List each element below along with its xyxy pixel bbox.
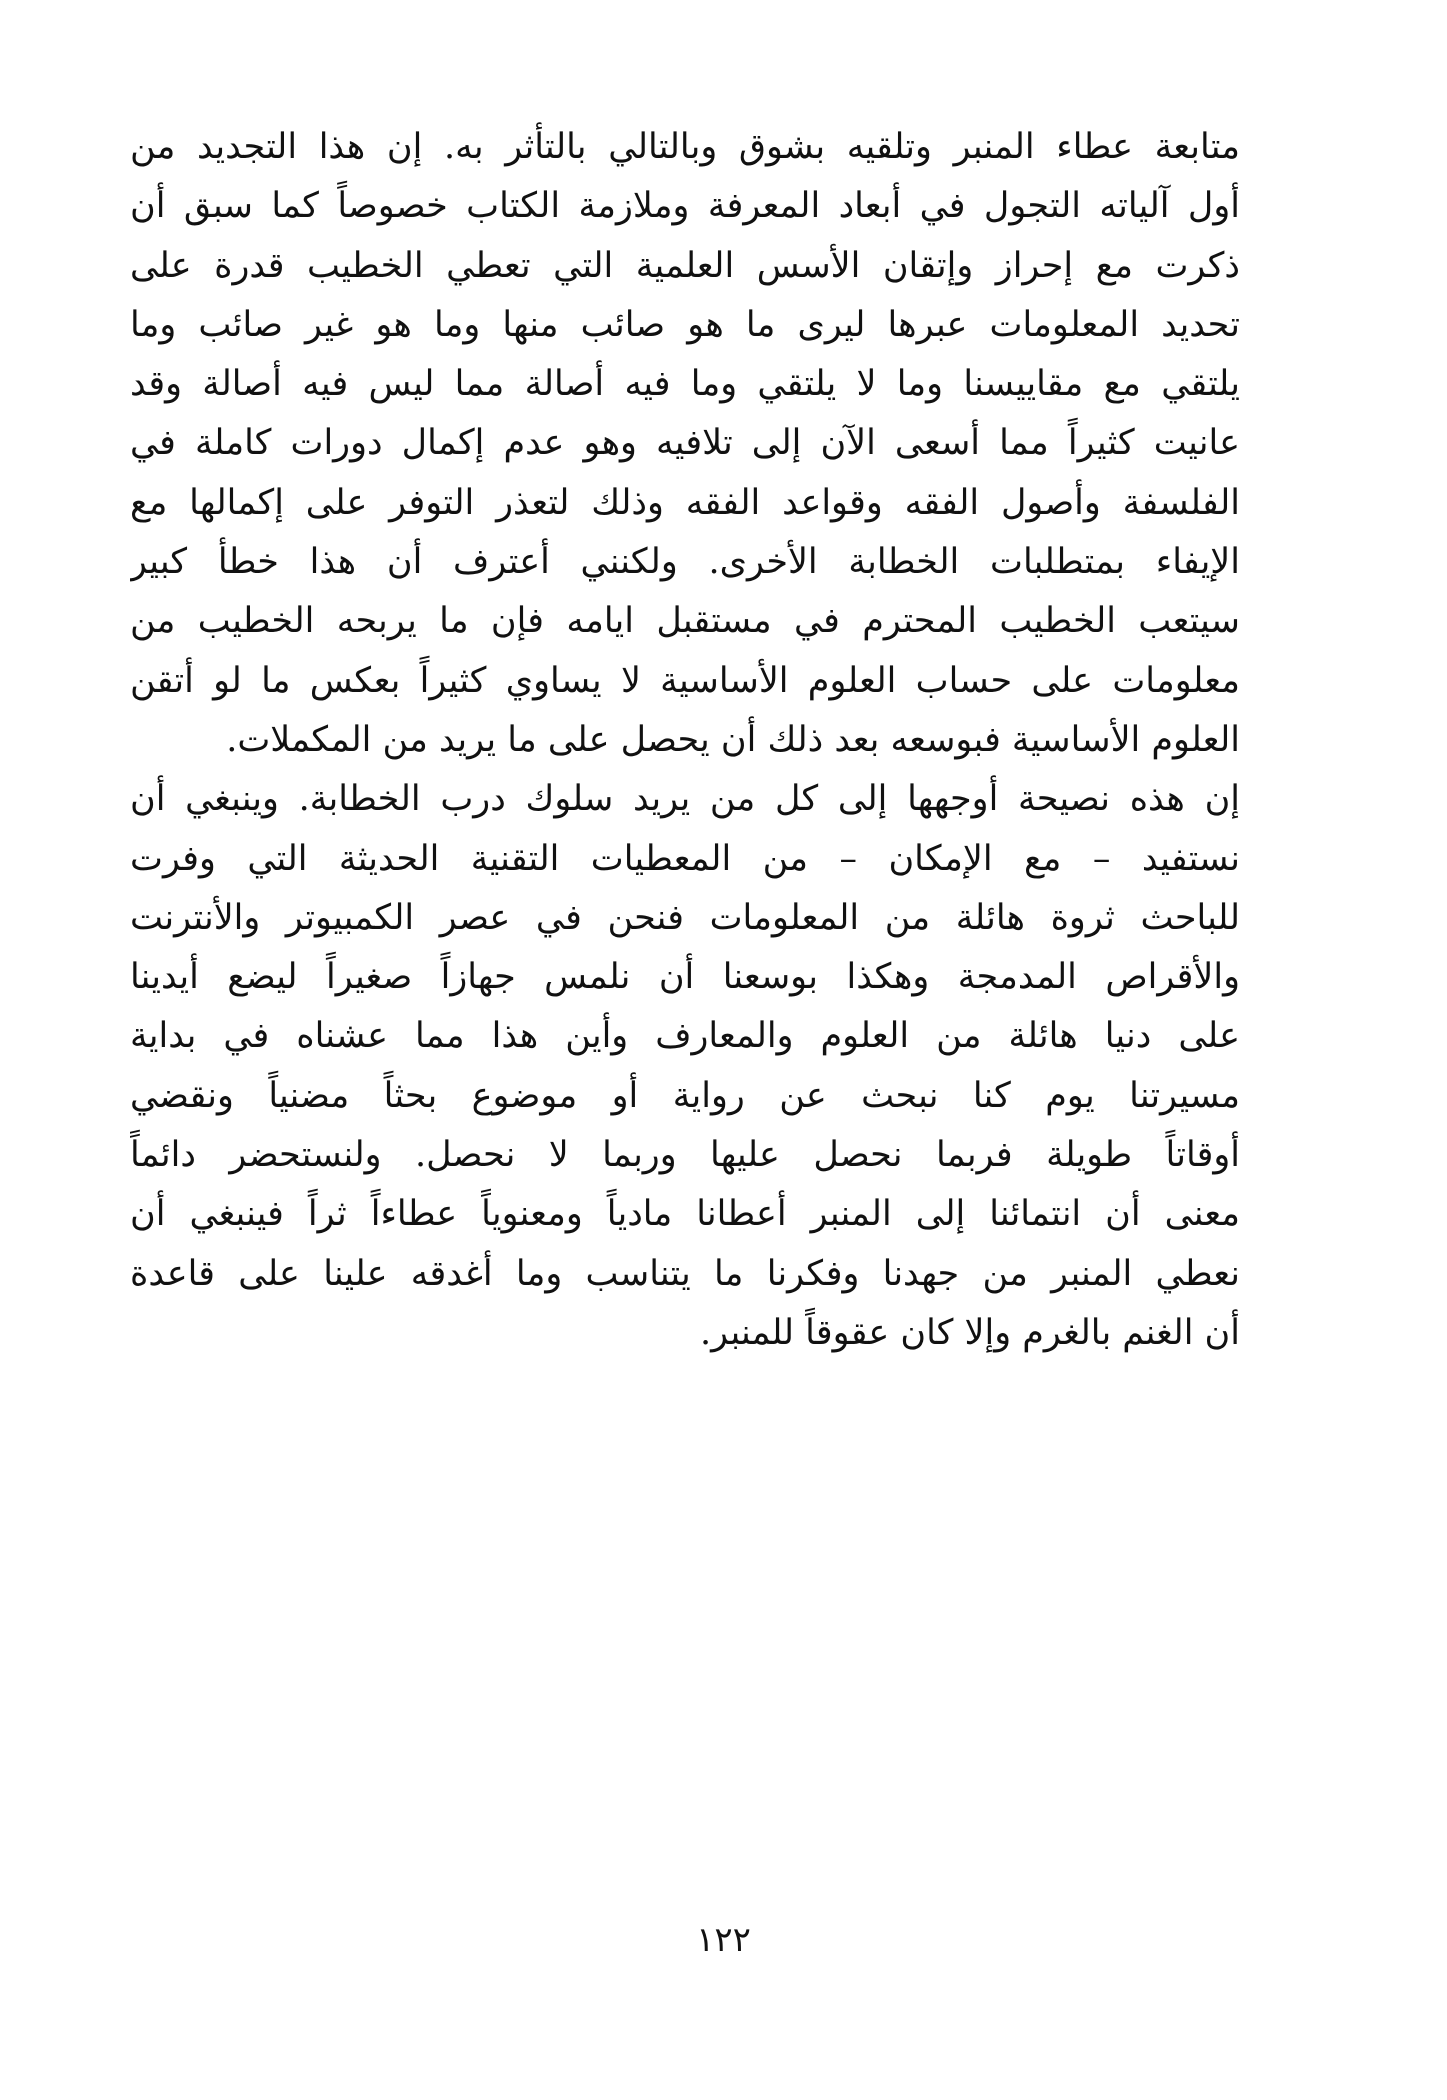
text-line: الإيفاء بمتطلبات الخطابة الأخرى. ولكنني أعترف أن هذا خطأ كبير bbox=[130, 542, 1240, 583]
text-line: العلوم الأساسية فبوسعه بعد ذلك أن يحصل على ما يريد من المكملات. bbox=[226, 719, 1240, 760]
text-line: متابعة عطاء المنبر وتلقيه بشوق وبالتالي بالتأثر به. إن هذا التجديد من bbox=[130, 127, 1240, 167]
text-line: معنى أن انتمائنا إلى المنبر أعطانا مادياً ومعنوياً عطاءاً ثراً فينبغي أن bbox=[130, 1194, 1240, 1235]
text-line: أول آلياته التجول في أبعاد المعرفة وملازمة الكتاب خصوصاً كما سبق أن bbox=[130, 186, 1240, 227]
text-line: سيتعب الخطيب المحترم في مستقبل ايامه فإن ما يربحه الخطيب من bbox=[130, 601, 1240, 642]
text-line: ذكرت مع إحراز وإتقان الأسس العلمية التي تعطي الخطيب قدرة على bbox=[130, 245, 1240, 286]
text-line: إن هذه نصيحة أوجهها إلى كل من يريد سلوك درب الخطابة. وينبغي أن bbox=[130, 779, 1240, 820]
text-line: تحديد المعلومات عبرها ليرى ما هو صائب منها وما هو غير صائب وما bbox=[130, 304, 1240, 345]
text-line: والأقراص المدمجة وهكذا بوسعنا أن نلمس جهازاً صغيراً ليضع أيدينا bbox=[130, 957, 1240, 998]
text-line: على دنيا هائلة من العلوم والمعارف وأين هذا مما عشناه في بداية bbox=[130, 1016, 1240, 1057]
text-line: للباحث ثروة هائلة من المعلومات فنحن في عصر الكمبيوتر والأنترنت bbox=[130, 897, 1240, 938]
text-line: نستفيد – مع الإمكان – من المعطيات التقنية الحديثة التي وفرت bbox=[130, 838, 1240, 879]
text-line: الفلسفة وأصول الفقه وقواعد الفقه وذلك لتعذر التوفر على إكمالها مع bbox=[130, 482, 1240, 523]
text-line: يلتقي مع مقاييسنا وما لا يلتقي وما فيه أصالة مما ليس فيه أصالة وقد bbox=[130, 364, 1240, 405]
text-line: مسيرتنا يوم كنا نبحث عن رواية أو موضوع بحثاً مضنياً ونقضي bbox=[130, 1075, 1240, 1116]
text-line: معلومات على حساب العلوم الأساسية لا يساوي كثيراً بعكس ما لو أتقن bbox=[130, 660, 1240, 701]
text-line: نعطي المنبر من جهدنا وفكرنا ما يتناسب وما أغدقه علينا على قاعدة bbox=[130, 1253, 1240, 1294]
body-text bbox=[130, 118, 1240, 1363]
text-line: أن الغنم بالغرم وإلا كان عقوقاً للمنبر. bbox=[700, 1312, 1240, 1353]
page-number: ١٢٢ bbox=[696, 1920, 751, 1960]
text-line: أوقاتاً طويلة فربما نحصل عليها وربما لا نحصل. ولنستحضر دائماً bbox=[130, 1135, 1240, 1176]
text-line: عانيت كثيراً مما أسعى الآن إلى تلافيه وهو عدم إكمال دورات كاملة في bbox=[130, 423, 1240, 464]
